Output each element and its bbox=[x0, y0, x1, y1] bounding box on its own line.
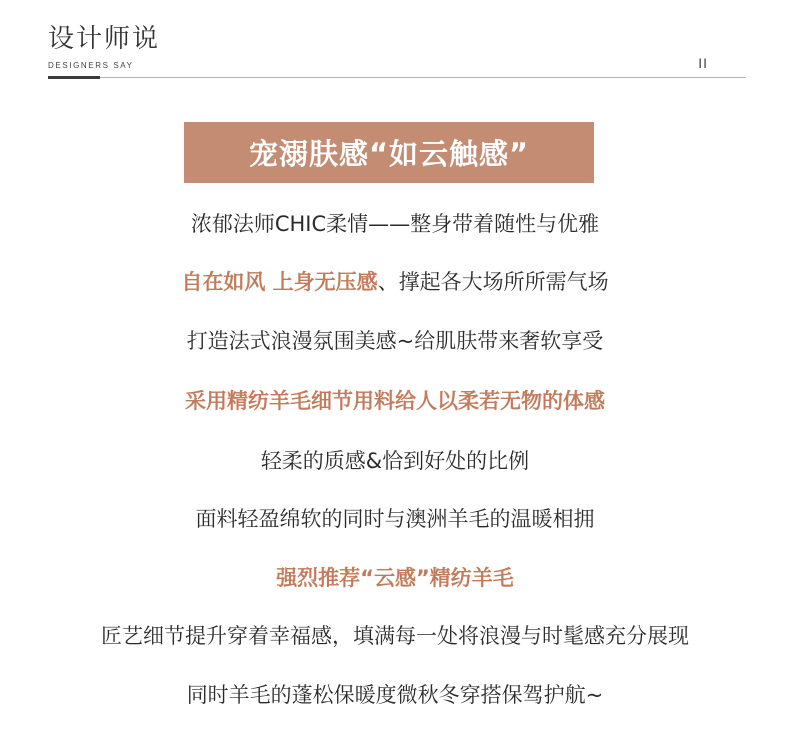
description-line-highlight: 采用精纺羊毛细节用料给人以柔若无物的体感 bbox=[185, 389, 605, 413]
description-line-rest: 、撑起各大场所所需气场 bbox=[377, 270, 609, 294]
description-line: 面料轻盈绵软的同时与澳洲羊毛的温暖相拥 bbox=[195, 507, 595, 531]
pause-icon: II bbox=[698, 55, 708, 71]
description-line: 同时羊毛的蓬松保暖度微秋冬穿搭保驾护航~ bbox=[186, 683, 604, 707]
description-line-highlight: 自在如风 上身无压感 bbox=[181, 270, 378, 294]
section-title: 设计师说 bbox=[48, 24, 161, 54]
description-line-highlight: 强烈推荐“云感”精纺羊毛 bbox=[276, 566, 514, 590]
description-line-mixed bbox=[0, 268, 790, 296]
section-subtitle: DESIGNERS SAY bbox=[48, 61, 134, 70]
description-line: 匠艺细节提升穿着幸福感，填满每一处将浪漫与时髦感充分展现 bbox=[101, 624, 689, 648]
headline-text: 宠溺肤感“如云触感” bbox=[248, 137, 530, 171]
description-line: 打造法式浪漫氛围美感~给肌肤带来奢软享受 bbox=[186, 329, 604, 353]
description-line: 浓郁法师CHIC柔情——整身带着随性与优雅 bbox=[190, 212, 600, 236]
description-line: 轻柔的质感&恰到好处的比例 bbox=[260, 449, 530, 473]
